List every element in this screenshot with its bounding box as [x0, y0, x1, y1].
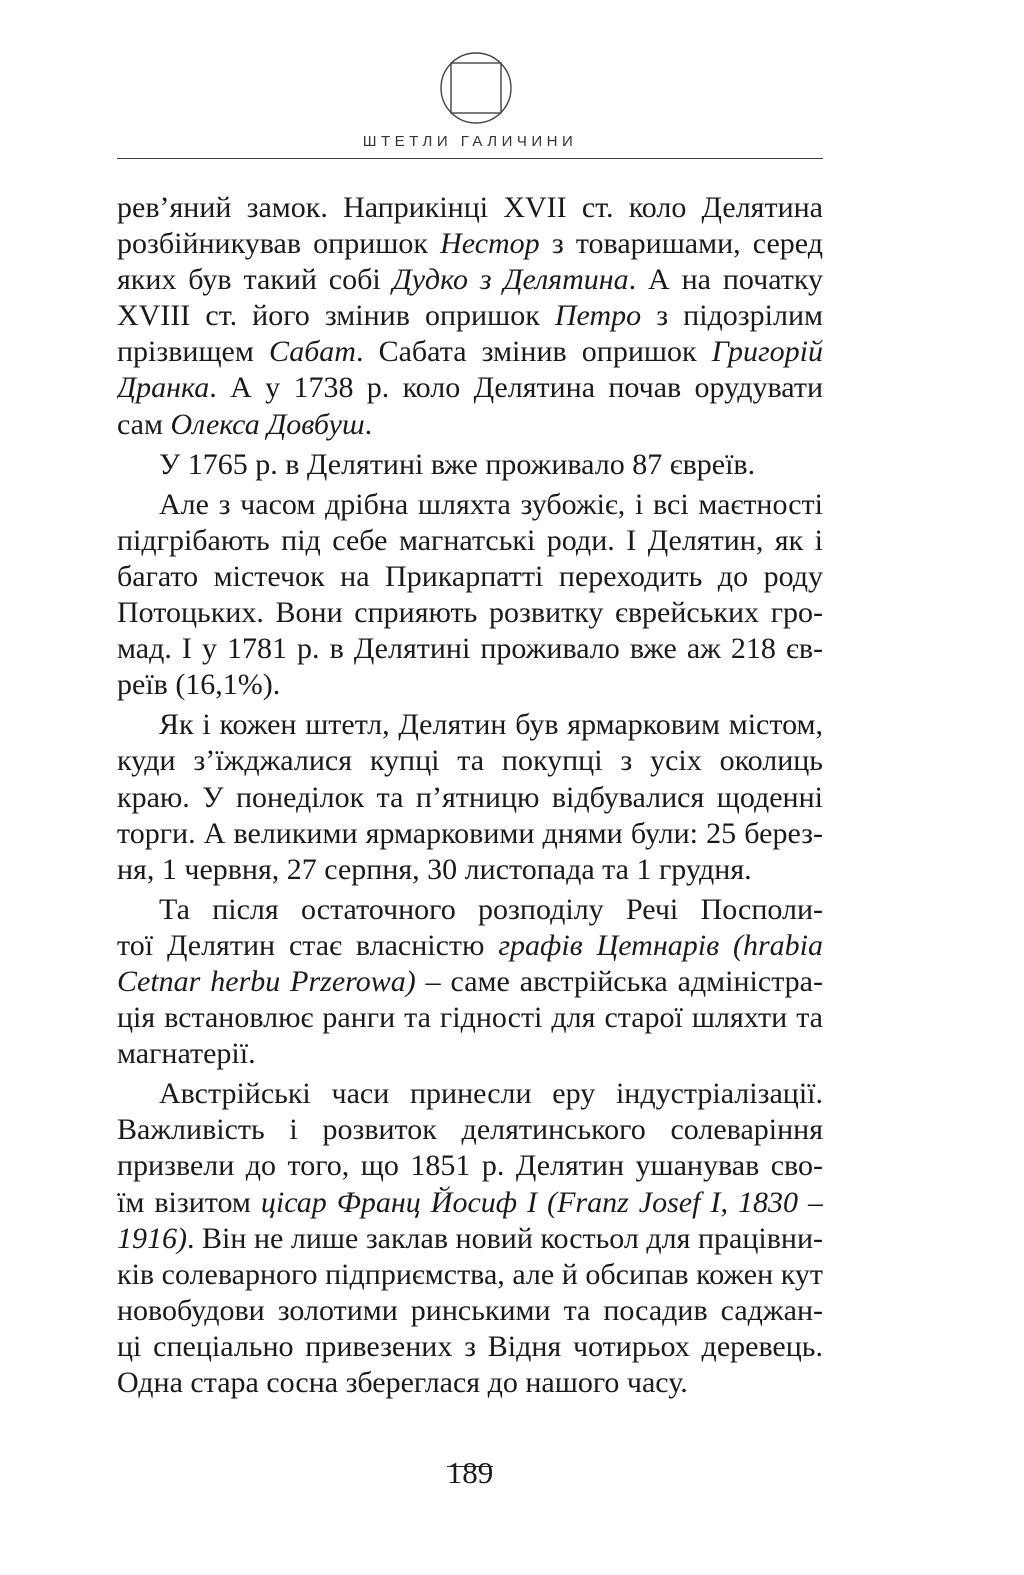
- text-span: ня, 1 червня, 27 серпня, 30 листопада та 1 грудня.: [117, 852, 752, 886]
- text-line: [117, 743, 823, 779]
- text-line: [117, 1000, 823, 1036]
- text-span: розбійникував опришок: [117, 227, 441, 261]
- italic-span: цісар Франц Йосиф І (Franz Josef I, 1830 –: [260, 1185, 823, 1219]
- text-line: [117, 816, 823, 852]
- text-span: краю. У понеділок та п’ятницю відбувалися щоденні: [117, 780, 823, 814]
- text-line: [117, 523, 823, 559]
- text-span: Але з часом дрібна шляхта зубожіє, і всі маєтності: [159, 487, 823, 521]
- text-span: призвели до того, що 1851 р. Делятин ушанував сво-: [117, 1149, 823, 1183]
- italic-span: Петро: [554, 299, 642, 333]
- text-line: [117, 1221, 823, 1257]
- text-span: . Він не лише заклав новий костьол для працівни-: [187, 1221, 823, 1255]
- page-number-overline: [447, 1466, 493, 1467]
- italic-span: Cetnar herbu Przerowa): [117, 964, 416, 998]
- text-span: – саме австрійська адміністра-: [415, 964, 823, 998]
- text-line: [117, 1257, 823, 1293]
- text-span: реїв (16,1%).: [117, 668, 281, 702]
- text-span: Та після остаточного розподілу Речі Посполи-: [159, 892, 823, 926]
- italic-span: 1916): [117, 1221, 187, 1255]
- text-span: тої Делятин стає власністю: [117, 928, 499, 962]
- italic-span: графів Цетнарів (hrabia: [498, 928, 823, 962]
- text-line: [117, 595, 823, 631]
- text-line: [117, 559, 823, 595]
- text-span: яких був такий собі: [117, 263, 393, 297]
- text-span: їм візитом: [117, 1185, 261, 1219]
- text-line: [117, 928, 823, 964]
- text-span: з підозрілим: [641, 299, 823, 333]
- text-line: [117, 780, 823, 816]
- text-span: з товаришами, серед: [539, 227, 823, 261]
- text-span: магнатерії.: [117, 1037, 256, 1071]
- text-line: [117, 190, 823, 226]
- text-span: У 1765 р. в Делятині вже проживало 87 євреїв.: [159, 447, 756, 481]
- text-line: [117, 447, 823, 483]
- body-text: [117, 190, 823, 1401]
- text-span: прізвищем: [117, 335, 269, 369]
- text-line: [117, 852, 823, 888]
- text-span: новобудови золотими ринськими та посадив саджан-: [117, 1293, 823, 1327]
- text-span: . А у 1738 р. коло Делятина почав орудувати: [209, 371, 823, 405]
- italic-span: Григорій: [711, 335, 823, 369]
- text-line: [117, 1036, 823, 1072]
- header-rule: [117, 158, 823, 159]
- text-line: [117, 1112, 823, 1148]
- text-span: мад. І у 1781 р. в Делятині проживало вже аж 218 єв-: [117, 632, 823, 666]
- text-line: [117, 298, 823, 334]
- text-span: ків солеварного підприємства, але й обсипав кожен кут: [117, 1257, 823, 1291]
- text-span: куди з’їжджалися купці та покупці з усіх околиць: [117, 744, 823, 778]
- text-span: підгрібають під себе магнатські роди. І Делятин, як і: [117, 523, 823, 557]
- text-line: [117, 707, 823, 743]
- italic-span: Дранка: [117, 371, 210, 405]
- text-line: [117, 1148, 823, 1184]
- text-line: [117, 1076, 823, 1112]
- text-line: [117, 1329, 823, 1365]
- text-line: [117, 407, 823, 443]
- text-span: .: [364, 407, 373, 441]
- text-span: рев’яний замок. Наприкінці XVII ст. коло Делятина: [117, 191, 823, 224]
- text-span: Потоцьких. Вони сприяють розвитку єврейських гро-: [117, 596, 823, 630]
- text-span: ці спеціально привезених з Відня чотирьох деревець.: [117, 1329, 823, 1363]
- text-span: Як і кожен штетл, Делятин був ярмарковим містом,: [159, 708, 823, 742]
- text-span: Одна стара сосна збереглася до нашого часу.: [117, 1366, 688, 1399]
- text-line: [117, 964, 823, 1000]
- text-line: [117, 226, 823, 262]
- italic-span: Олекса Довбуш: [170, 407, 365, 441]
- italic-span: Дудко з Делятина: [392, 263, 629, 297]
- text-line: [117, 334, 823, 370]
- text-span: ція встановлює ранги та гідності для старої шляхти та: [117, 1001, 823, 1035]
- running-head: ШТЕТЛИ ГАЛИЧИНИ: [362, 133, 578, 150]
- text-line: [117, 370, 823, 406]
- text-span: XVIII ст. його змінив опришок: [117, 299, 555, 333]
- text-span: . Сабата змінив опришок: [355, 335, 712, 369]
- page-number: 189: [446, 1455, 494, 1490]
- text-line: [117, 262, 823, 298]
- italic-span: Нестор: [440, 227, 540, 261]
- text-line: [117, 487, 823, 523]
- circle-square-emblem-icon: [438, 50, 514, 126]
- text-span: сам: [117, 407, 171, 441]
- text-span: Важливість і розвиток делятинського солеваріння: [117, 1113, 823, 1147]
- text-span: Австрійські часи принесли еру індустріалізації.: [159, 1077, 823, 1111]
- text-line: [117, 1293, 823, 1329]
- text-span: торги. А великими ярмарковими днями були: 25 берез-: [117, 816, 823, 850]
- text-line: [117, 1365, 823, 1401]
- text-line: [117, 892, 823, 928]
- text-line: [117, 631, 823, 667]
- text-line: [117, 667, 823, 703]
- text-span: . А на початку: [628, 263, 823, 297]
- italic-span: Сабат: [269, 335, 356, 369]
- text-span: багато містечок на Прикарпатті переходить до роду: [117, 559, 823, 593]
- text-line: [117, 1185, 823, 1221]
